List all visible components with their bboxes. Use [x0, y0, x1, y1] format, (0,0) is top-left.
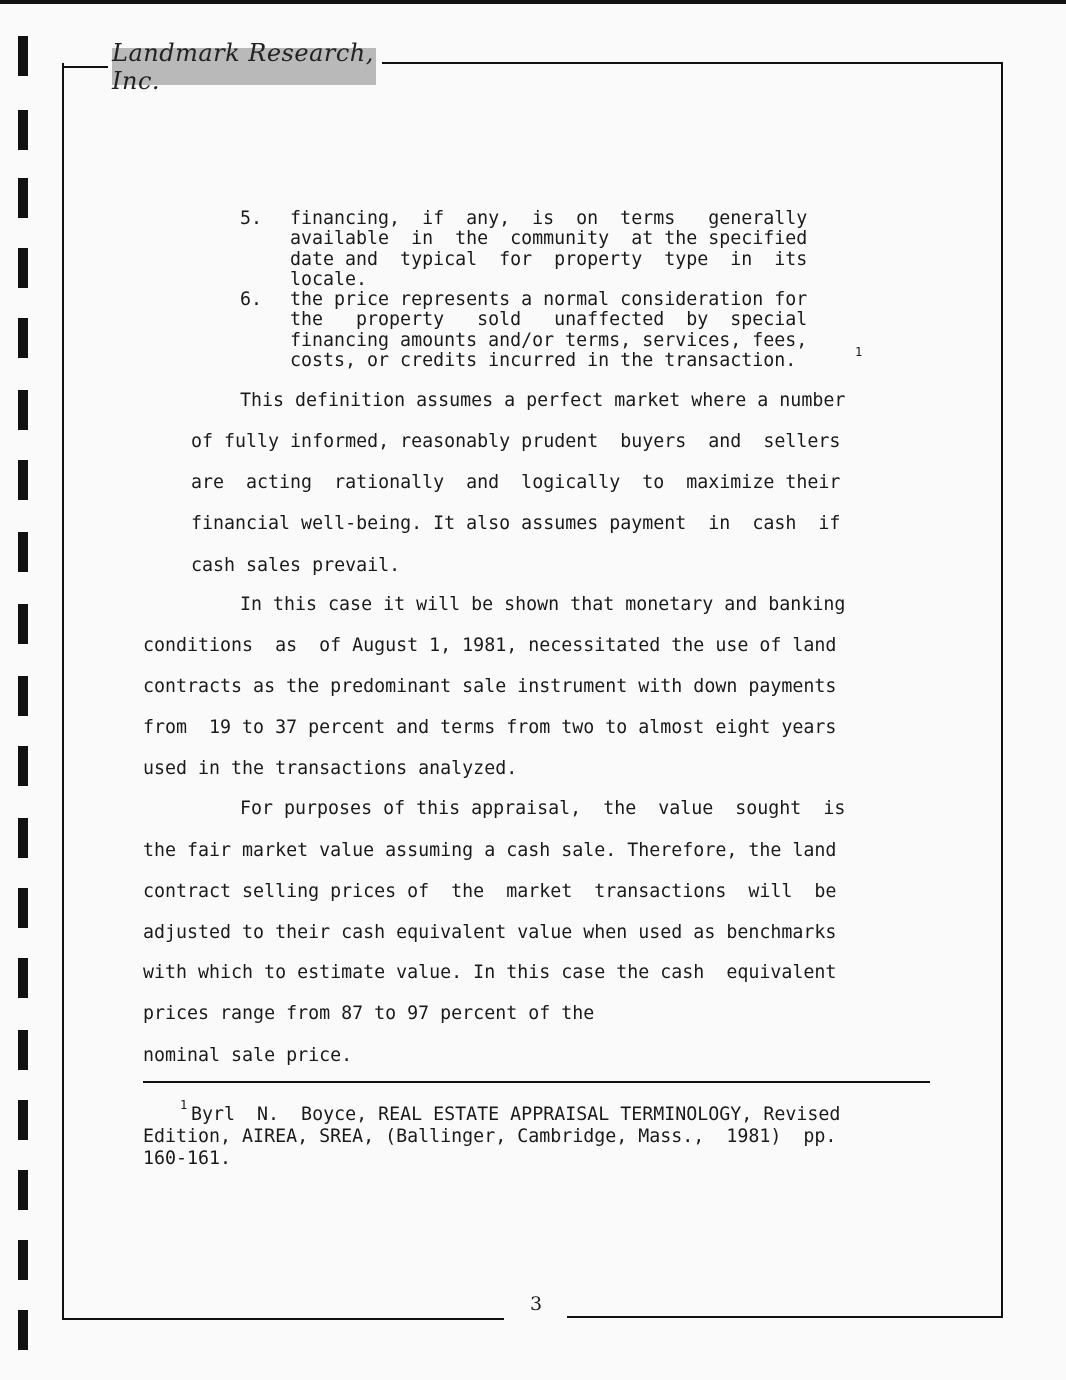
binding-hole-mark — [18, 1170, 28, 1210]
list-line: locale. — [290, 269, 368, 290]
binding-hole-mark — [18, 958, 28, 998]
list-line: available in the community at the specified — [290, 228, 808, 249]
list-line: costs, or credits incurred in the transaction. — [290, 350, 797, 371]
frame-top-border-right — [382, 62, 1003, 64]
footnote-reference: 1 — [855, 345, 863, 359]
list-number: 6. — [240, 289, 263, 310]
binding-hole-mark — [18, 318, 28, 358]
frame-bottom-border-left — [62, 1318, 504, 1320]
binding-hole-mark — [18, 746, 28, 786]
binding-hole-mark — [18, 248, 28, 288]
list-line: financing amounts and/or terms, services, fees, — [290, 330, 808, 351]
frame-right-border — [1001, 62, 1003, 1318]
binding-hole-mark — [18, 888, 28, 928]
paragraph-line: This definition assumes a perfect market where a number — [240, 390, 846, 411]
paragraph-line: In this case it will be shown that monetary and banking — [240, 594, 846, 615]
paragraph-line: the fair market value assuming a cash sale. Therefore, the land — [143, 840, 837, 861]
binding-hole-mark — [18, 818, 28, 858]
binding-hole-mark — [18, 532, 28, 572]
footnote-line: 160-161. — [143, 1148, 232, 1169]
binding-hole-mark — [18, 1030, 28, 1070]
paragraph-line: of fully informed, reasonably prudent buyers and sellers — [191, 431, 841, 452]
list-line: the property sold unaffected by special — [290, 309, 808, 330]
binding-hole-mark — [18, 390, 28, 430]
list-line: the price represents a normal consideration for — [290, 289, 808, 310]
binding-hole-mark — [18, 1100, 28, 1140]
paragraph-line: are acting rationally and logically to maximize their — [191, 472, 841, 493]
paragraph-line: with which to estimate value. In this case the cash equivalent — [143, 962, 837, 983]
footnote-line: Edition, AIREA, SREA, (Ballinger, Cambridge, Mass., 1981) pp. — [143, 1126, 837, 1147]
paragraph-line: prices range from 87 to 97 percent of the — [143, 1003, 595, 1024]
paragraph-line: from 19 to 37 percent and terms from two to almost eight years — [143, 717, 837, 738]
binding-hole-mark — [18, 1240, 28, 1280]
binding-hole-mark — [18, 178, 28, 218]
list-line: financing, if any, is on terms generally — [290, 208, 808, 229]
binding-hole-mark — [18, 676, 28, 716]
paragraph-line: conditions as of August 1, 1981, necessitated the use of land — [143, 635, 837, 656]
top-edge-line — [0, 0, 1066, 4]
binding-hole-mark — [18, 110, 28, 150]
binding-hole-mark — [18, 604, 28, 644]
footnote-divider — [143, 1081, 930, 1083]
binding-hole-mark — [18, 460, 28, 500]
frame-bottom-border-right — [567, 1316, 1003, 1318]
paragraph-line: contract selling prices of the market transactions will be — [143, 881, 837, 902]
paragraph-line: contracts as the predominant sale instrument with down payments — [143, 676, 837, 697]
paragraph-line: used in the transactions analyzed. — [143, 758, 518, 779]
page-number: 3 — [530, 1293, 543, 1315]
frame-left-border — [62, 63, 64, 1320]
paragraph-line: nominal sale price. — [143, 1045, 353, 1066]
company-logo — [112, 38, 376, 95]
paragraph-line: financial well-being. It also assumes payment in cash if — [191, 513, 841, 534]
paragraph-line: cash sales prevail. — [191, 555, 401, 576]
paragraph-line: adjusted to their cash equivalent value when used as benchmarks — [143, 922, 837, 943]
list-number: 5. — [240, 208, 263, 229]
logo-text: Landmark Research, Inc. — [112, 38, 374, 95]
binding-hole-mark — [18, 1310, 28, 1350]
paragraph-line: For purposes of this appraisal, the value sought is — [240, 798, 846, 819]
list-line: date and typical for property type in its — [290, 249, 808, 270]
footnote-line: Byrl N. Boyce, REAL ESTATE APPRAISAL TERMINOLOGY, Revised — [191, 1104, 841, 1125]
frame-top-border-left — [62, 66, 108, 68]
footnote-mark: 1 — [180, 1098, 188, 1112]
binding-hole-mark — [18, 36, 28, 76]
